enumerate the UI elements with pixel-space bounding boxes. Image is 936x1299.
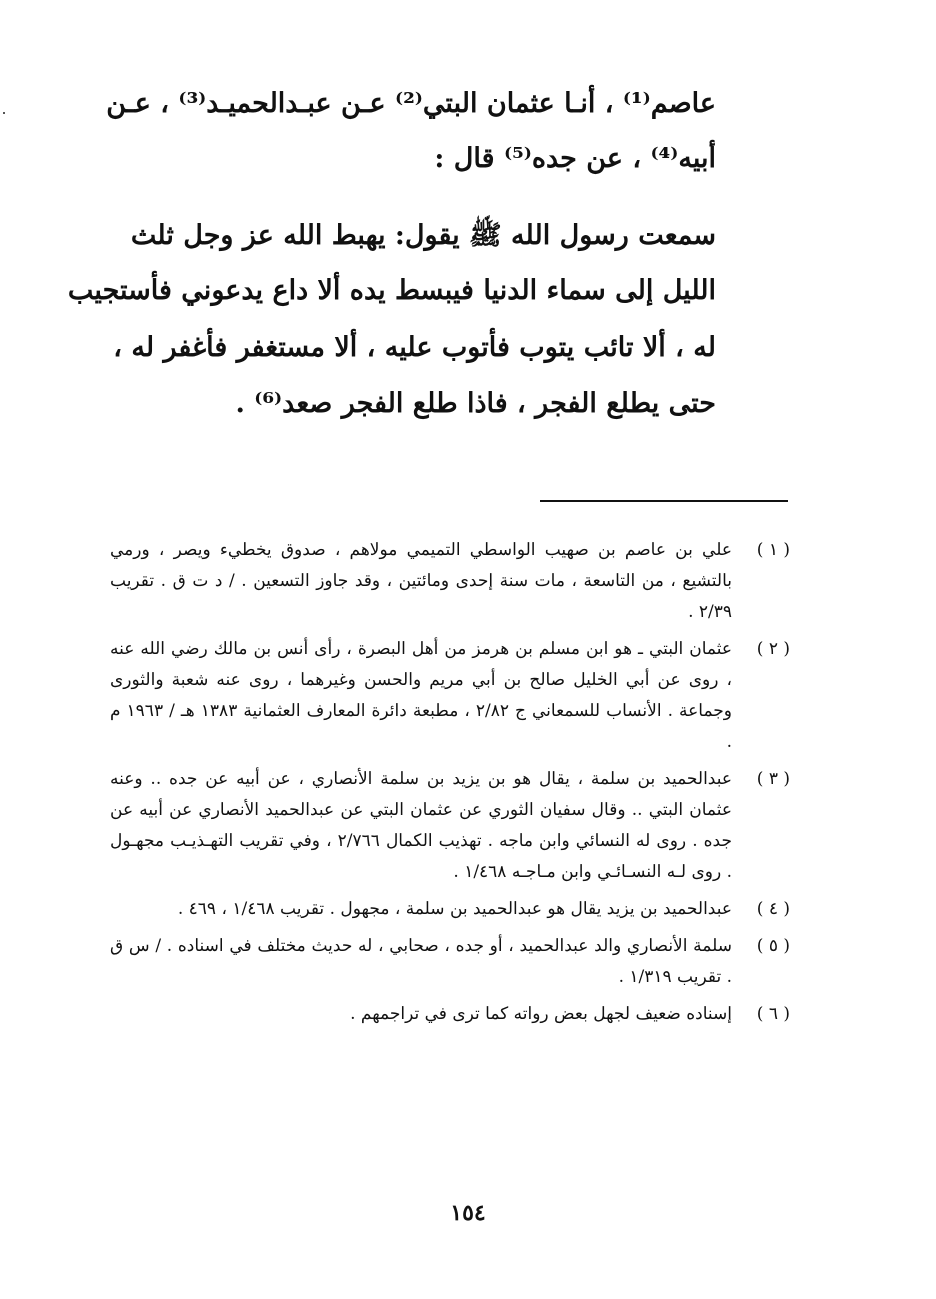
footnote-separator xyxy=(540,500,788,502)
footnote-text: إسناده ضعيف لجهل بعض رواته كما ترى في تراجمهم . xyxy=(350,1004,732,1024)
footnotes xyxy=(110,535,790,1036)
footnote-text: عبدالحميد بن يزيد يقال هو عبدالحميد بن سلمة ، مجهول . تقريب ١/٤٦٨ ، ٤٦٩ . xyxy=(177,899,732,919)
footnote-number: ( ٤ ) xyxy=(756,899,790,919)
footnote-number: ( ٥ ) xyxy=(756,936,790,956)
main-line-1: عاصم⁽¹⁾ ، أنـا عثمان البتي⁽²⁾ عـن عبـدالحميـد⁽³⁾ ، عـن xyxy=(106,88,716,119)
main-line-2: أبيه⁽⁴⁾ ، عن جده⁽⁵⁾ قال : xyxy=(434,143,716,174)
scan-speck xyxy=(3,112,5,114)
footnote-6 xyxy=(110,999,790,1030)
footnote-number: ( ١ ) xyxy=(756,540,790,560)
main-line-6: حتى يطلع الفجر ، فاذا طلع الفجر صعد⁽⁶⁾ . xyxy=(235,388,716,419)
footnote-2 xyxy=(110,634,790,758)
footnote-number: ( ٦ ) xyxy=(756,1004,790,1024)
main-line-4: الليل إلى سماء الدنيا فيبسط يده ألا داع يدعوني فأستجيب xyxy=(67,275,716,306)
footnote-5 xyxy=(110,931,790,993)
page-number: ١٥٤ xyxy=(450,1200,486,1226)
footnote-1 xyxy=(110,535,790,628)
footnote-4 xyxy=(110,894,790,925)
footnote-text: علي بن عاصم بن صهيب الواسطي التميمي مولاهم ، صدوق يخطيء ويصر ، ورمي بالتشيع ، من التاسعة ، مات سنة إحدى ومائتين ، وقد جاوز التسعين . / د ت ق . تقريب ٢/٣٩ . xyxy=(110,540,732,622)
main-line-5: له ، ألا تائب يتوب فأتوب عليه ، ألا مستغفر فأغفر له ، xyxy=(113,332,716,363)
footnote-3 xyxy=(110,764,790,888)
footnote-number: ( ٢ ) xyxy=(756,639,790,659)
footnote-number: ( ٣ ) xyxy=(756,769,790,789)
footnote-text: عثمان البتي ـ هو ابن مسلم بن هرمز من أهل البصرة ، رأى أنس بن مالك رضي الله عنه ، روى عن أبي الخليل صالح بن أبي مريم والحسن وغيرهما ، روى عنه شعبة والثورى وجماعة . الأنساب للسمعاني ج ٢/٨٢ ، مطبعة دائرة المعارف العثمانية ١٣٨٣ هـ / ١٩٦٣ م . xyxy=(110,639,732,752)
footnote-text: سلمة الأنصاري والد عبدالحميد ، أو جده ، صحابي ، له حديث مختلف في اسناده . / س ق . تقريب ١/٣١٩ . xyxy=(110,936,732,987)
footnote-text: عبدالحميد بن سلمة ، يقال هو بن يزيد بن سلمة الأنصاري ، عن أبيه عن جده .. وعنه عثمان البتي .. وقال سفيان الثوري عن عثمان البتي عن عبدالحميد الأنصاري عن أبيه عن جده . روى له النسائي وابن ماجه . تهذيب الكمال ٢/٧٦٦ ، وفي تقريب التهـذيـب مجهـول . روى لـه النسـائـي وابن مـاجـه ١/٤٦٨ . xyxy=(110,769,732,882)
main-line-3: سمعت رسول الله ﷺ يقول: يهبط الله عز وجل ثلث xyxy=(130,220,716,251)
